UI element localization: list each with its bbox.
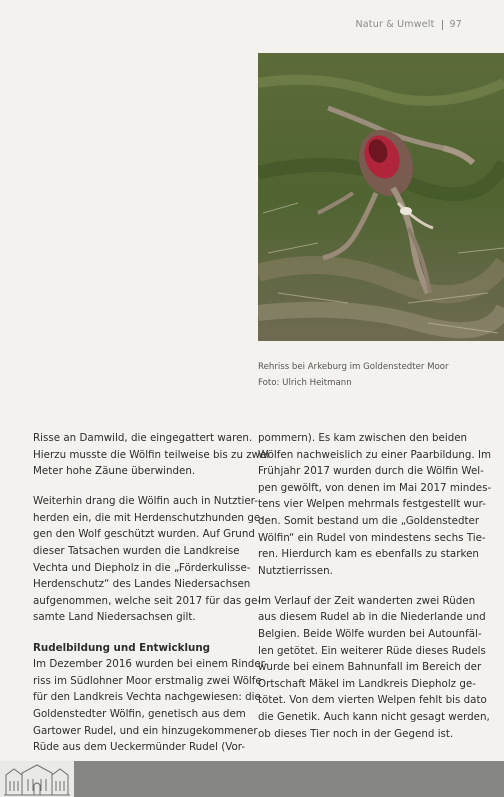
text-line: Belgien. Beide Wölfe wurden bei Autounfäl- bbox=[258, 628, 482, 641]
bottom-band bbox=[0, 761, 504, 797]
left-text-column bbox=[33, 430, 270, 756]
text-line: Ortschaft Mäkel im Landkreis Diepholz ge- bbox=[258, 677, 476, 690]
text-line: tötet. Von dem vierten Welpen fehlt bis dato bbox=[258, 694, 487, 707]
header-separator bbox=[442, 20, 443, 30]
text-line: tens vier Welpen mehrmals festgestellt wur- bbox=[258, 498, 486, 511]
text-line: wurde bei einem Bahnunfall im Bereich der bbox=[258, 661, 482, 674]
text-line: ob dieses Tier noch in der Gegend ist. bbox=[258, 727, 454, 740]
page-number: 97 bbox=[449, 19, 462, 30]
running-header bbox=[355, 19, 462, 30]
photo-deer-carcass bbox=[258, 53, 504, 341]
text-line: Frühjahr 2017 wurden durch die Wölfin Wel- bbox=[258, 465, 484, 478]
paragraph bbox=[33, 656, 268, 756]
text-line: Vechta und Diepholz in die „Förderkulisse- bbox=[33, 561, 251, 574]
text-line: herden ein, die mit Herdenschutzhunden ge- bbox=[33, 511, 264, 524]
text-line: Goldenstedter Wölfin, genetisch aus dem bbox=[33, 707, 246, 720]
section-heading: Rudelbildung und Entwicklung bbox=[33, 641, 211, 654]
text-line: pen gewölft, von denen im Mai 2017 mindes- bbox=[258, 481, 492, 494]
text-line: pommern). Es kam zwischen den beiden bbox=[258, 432, 468, 444]
paragraph bbox=[33, 493, 264, 626]
text-line: Risse an Damwild, die eingegattert waren. bbox=[33, 432, 253, 444]
caption-title: Rehriss bei Arkeburg im Goldenstedter Moor bbox=[258, 362, 449, 372]
caption-credit: Foto: Ulrich Heitmann bbox=[258, 378, 352, 388]
text-line: Rüde aus dem Ueckermünder Rudel (Vor- bbox=[33, 741, 246, 754]
paragraph bbox=[258, 430, 492, 579]
text-line: den. Somit bestand um die „Goldenstedter bbox=[258, 514, 480, 527]
photo-caption bbox=[258, 359, 498, 391]
text-line: aufgenommen, welche seit 2017 für das ge- bbox=[33, 594, 262, 607]
building-logo-icon bbox=[0, 761, 74, 797]
text-line: Nutztierrissen. bbox=[258, 564, 333, 577]
text-line: Weiterhin drang die Wölfin auch in Nutztier- bbox=[33, 495, 258, 508]
text-line: Hierzu musste die Wölfin teilweise bis zu zwei bbox=[33, 448, 270, 461]
text-line: gen den Wolf geschützt wurden. Auf Grund bbox=[33, 528, 255, 541]
text-line: Herdenschutz“ des Landes Niedersachsen bbox=[33, 578, 251, 591]
text-line: aus diesem Rudel ab in die Niederlande und bbox=[258, 611, 486, 624]
text-line: riss im Südlohner Moor erstmalig zwei Wölfe bbox=[33, 674, 262, 687]
right-text-column bbox=[258, 430, 492, 742]
paragraph bbox=[258, 593, 490, 742]
text-line: die Genetik. Auch kann nicht gesagt werden, bbox=[258, 711, 490, 723]
text-line: Im Dezember 2016 wurden bei einem Rinder- bbox=[33, 658, 268, 671]
text-line: samte Land Niedersachsen gilt. bbox=[33, 611, 196, 624]
text-line: Wölfen nachweislich zu einer Paarbildung. Im bbox=[258, 448, 492, 461]
text-line: len getötet. Ein weiterer Rüde dieses Rudels bbox=[258, 644, 486, 657]
text-line: Im Verlauf der Zeit wanderten zwei Rüden bbox=[258, 594, 476, 607]
text-line: ren. Hierdurch kam es ebenfalls zu starken bbox=[258, 548, 479, 561]
paragraph bbox=[33, 430, 270, 480]
text-line: Wölfin“ ein Rudel von mindestens sechs Tie- bbox=[258, 531, 486, 544]
photo-illustration bbox=[258, 53, 504, 341]
text-line: Meter hohe Zäune überwinden. bbox=[33, 465, 196, 478]
text-line: dieser Tatsachen wurden die Landkreise bbox=[33, 545, 240, 558]
text-line: Gartower Rudel, und ein hinzugekommener bbox=[33, 724, 258, 737]
section-title: Natur & Umwelt bbox=[355, 19, 435, 30]
text-line: für den Landkreis Vechta nachgewiesen: die bbox=[33, 691, 261, 704]
